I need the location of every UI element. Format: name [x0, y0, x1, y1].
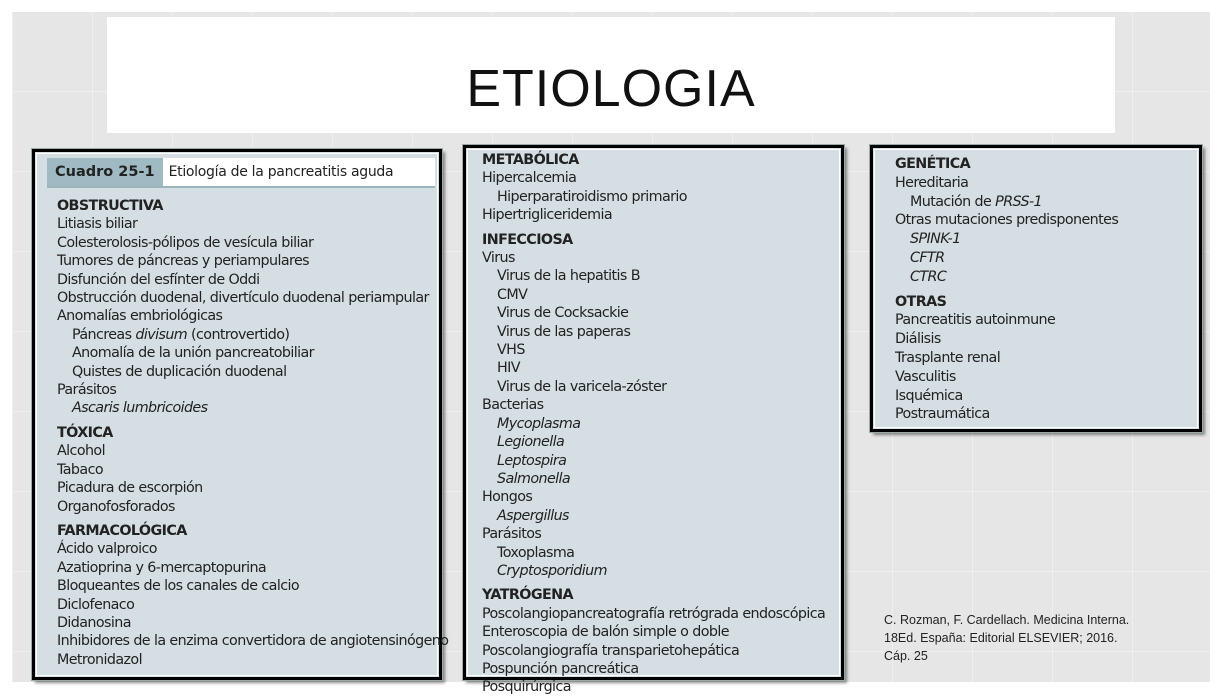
sub-list-item: CMV: [497, 286, 528, 303]
sub-list-item: Virus de Cocksackie: [497, 305, 629, 322]
sub-list-item: SPINK-1: [910, 231, 961, 248]
title-banner: [107, 17, 1115, 133]
category-heading: INFECCIOSA: [482, 231, 573, 248]
etiology-list-2: [468, 150, 839, 697]
sub-list-item: Mycoplasma: [497, 415, 581, 432]
sub-list-item: VHS: [497, 342, 525, 359]
list-item: Organofosforados: [57, 498, 175, 515]
sub-list-item: Quistes de duplicación duodenal: [72, 363, 287, 380]
slide-title: ETIOLOGIA: [466, 60, 756, 118]
list-item: Parásitos: [482, 526, 542, 543]
list-item: Picadura de escorpión: [57, 480, 203, 497]
list-item: Hongos: [482, 489, 533, 506]
list-item: Litiasis biliar: [57, 216, 138, 233]
etiology-box-2: [463, 145, 844, 696]
citation-line: 18Ed. España: Editorial ELSEVIER; 2016.: [884, 631, 1118, 645]
list-item: Tumores de páncreas y periampulares: [57, 253, 310, 270]
list-item: Poscolangiopancreatografía retrógrada endoscópica: [482, 605, 826, 622]
sub-list-item: Virus de la varicela-zóster: [497, 378, 667, 395]
list-item: Vasculitis: [895, 368, 956, 385]
list-item: Obstrucción duodenal, divertículo duodenal periampular: [57, 290, 429, 307]
list-item: Otras mutaciones predisponentes: [895, 212, 1119, 229]
list-item: Disfunción del esfínter de Oddi: [57, 271, 260, 288]
list-item: Inhibidores de la enzima convertidora de angiotensinógeno: [57, 633, 449, 650]
list-item: Hipertrigliceridemia: [482, 207, 612, 224]
list-item: Posquirúrgica: [482, 679, 571, 696]
sub-list-item: Virus de las paperas: [497, 323, 631, 340]
list-item: Hipercalcemia: [482, 170, 577, 187]
etiology-list-1: [37, 188, 449, 669]
sub-list-item: HIV: [497, 360, 520, 377]
sub-list-item: CFTR: [910, 249, 945, 266]
list-item: Anomalías embriológicas: [57, 308, 223, 325]
list-item: Bacterias: [482, 397, 544, 414]
sub-list-item: Virus de la hepatitis B: [497, 268, 640, 285]
list-item: Diálisis: [895, 331, 941, 348]
list-item: Bloqueantes de los canales de calcio: [57, 578, 299, 595]
sub-list-item: Salmonella: [497, 470, 571, 487]
list-item: Postraumática: [895, 406, 990, 423]
list-item: Enteroscopia de balón simple o doble: [482, 624, 729, 641]
sub-list-item: Legionella: [497, 434, 565, 451]
list-item: Azatioprina y 6-mercaptopurina: [57, 559, 267, 576]
sub-list-item: Anomalía de la unión pancreatobiliar: [72, 345, 314, 362]
list-item: Hereditaria: [895, 174, 969, 191]
list-item: Tabaco: [57, 461, 103, 478]
cuadro-number: Cuadro 25-1: [47, 158, 163, 186]
list-item: Trasplante renal: [895, 349, 1001, 366]
category-heading: FARMACOLÓGICA: [57, 522, 187, 539]
list-item: Parásitos: [57, 382, 117, 399]
sub-list-item: CTRC: [910, 268, 947, 285]
list-item: Isquémica: [895, 387, 963, 404]
list-item: Metronidazol: [57, 651, 142, 668]
citation-line: C. Rozman, F. Cardellach. Medicina Interna.: [884, 613, 1130, 627]
citation-line: Cáp. 25: [884, 649, 928, 663]
list-item: Ácido valproico: [57, 541, 157, 558]
etiology-list-3: [875, 150, 1197, 424]
category-heading: OBSTRUCTIVA: [57, 198, 163, 214]
list-item: Diclofenaco: [57, 596, 135, 613]
list-item: Poscolangiografía transparietohepática: [482, 642, 740, 659]
list-item: Pancreatitis autoinmune: [895, 312, 1056, 329]
sub-list-item: Ascaris lumbricoides: [72, 400, 208, 417]
list-item: Alcohol: [57, 443, 105, 460]
sub-list-item: Aspergillus: [497, 507, 569, 524]
etiology-box-1: [32, 149, 449, 680]
list-item: Didanosina: [57, 614, 131, 631]
category-heading: OTRAS: [895, 293, 947, 310]
sub-list-item: Páncreas divisum (controvertido): [72, 326, 290, 343]
citation: [884, 611, 1204, 665]
list-item: Virus: [482, 250, 515, 267]
sub-list-item: Mutación de PRSS-1: [910, 193, 1043, 210]
list-item: Pospunción pancreática: [482, 660, 639, 677]
sub-list-item: Hiperparatiroidismo primario: [497, 188, 687, 205]
list-item: Colesterolosis-pólipos de vesícula biliar: [57, 234, 314, 251]
sub-list-item: Toxoplasma: [497, 544, 575, 561]
sub-list-item: Leptospira: [497, 452, 567, 469]
etiology-box-3: [870, 145, 1202, 432]
cuadro-header: [47, 158, 435, 188]
sub-list-item: Cryptosporidium: [497, 562, 607, 579]
cuadro-title: Etiología de la pancreatitis aguda: [168, 164, 394, 180]
category-heading: GENÉTICA: [895, 156, 971, 172]
category-heading: TÓXICA: [57, 424, 113, 441]
category-heading: YATRÓGENA: [482, 587, 573, 604]
category-heading: METABÓLICA: [482, 152, 579, 168]
